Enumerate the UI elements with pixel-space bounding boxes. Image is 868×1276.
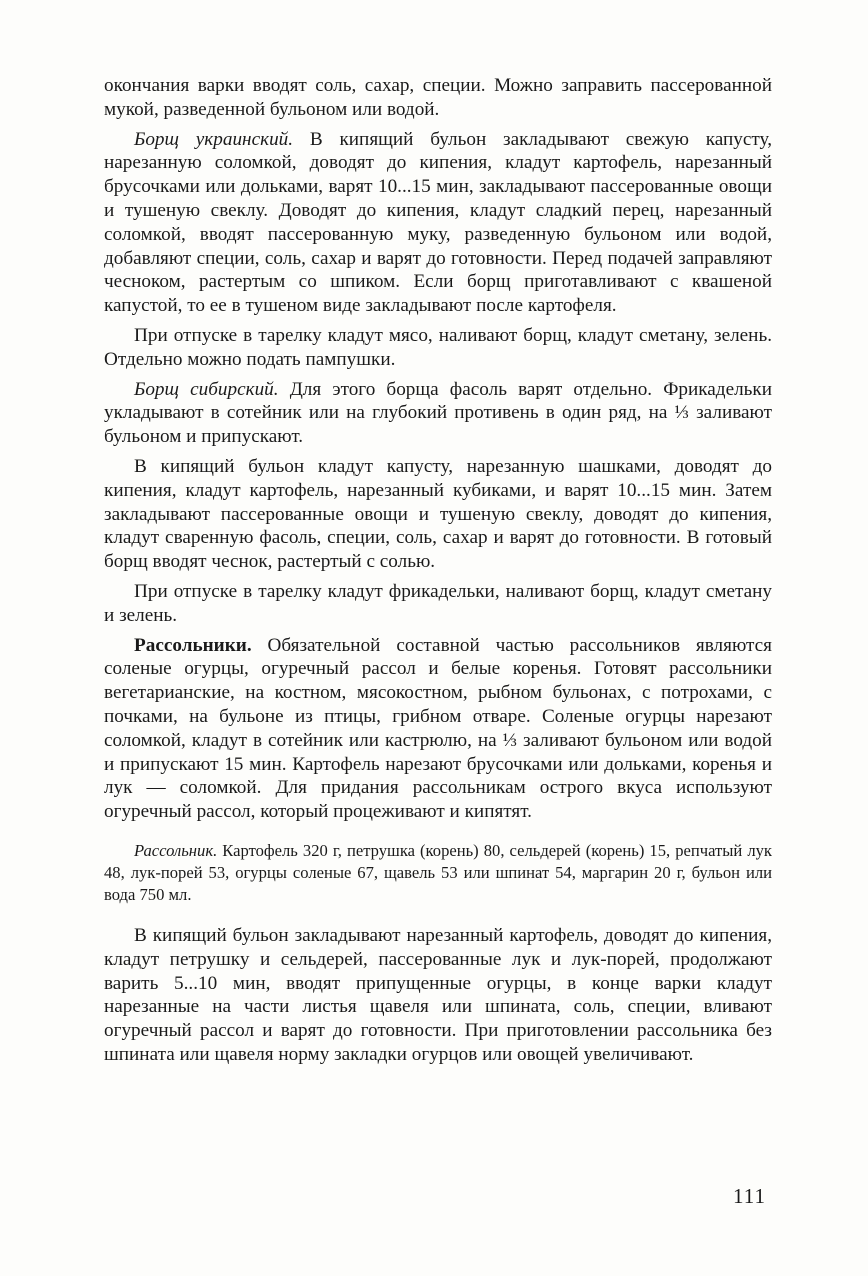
paragraph-borsch-siberian	[104, 378, 772, 449]
paragraph-siberian-method	[104, 455, 772, 574]
paragraph-borsch-ukrainian	[104, 128, 772, 318]
paragraph-text: В кипящий бульон закладывают нарезанный картофель, доводят до кипения, кладут петрушку и сельдерей, пассерованные лук и лук-порей, продолжают варить 5...10 мин, вводят припущенные огурцы, в конце варки кладут нарезанные на части листья щавеля или шпината, соль, специи, вливают огуречный рассол и варят до готовности. При приготовлении рассольника без шпината или щавеля норму закладки огурцов или овощей увеличивают.	[104, 924, 772, 1065]
paragraph-rassolniki	[104, 634, 772, 824]
paragraph-text: При отпуске в тарелку кладут мясо, наливают борщ, кладут сметану, зелень. Отдельно можно подать пампушки.	[104, 324, 772, 370]
page-number: 111	[733, 1184, 766, 1208]
paragraph-text: окончания варки вводят соль, сахар, специи. Можно заправить пассерованной мукой, разведенной бульоном или водой.	[104, 75, 772, 120]
paragraph-text: Обязательной составной частью рассольников являются соленые огурцы, огуречный рассол и белые коренья. Готовят рассольники вегетарианские, на костном, мясокостном, рыбном бульонах, с потрохами, с почками, на бульоне из птицы, грибном отваре. Соленые огурцы нарезают соломкой, кладут в сотейник или кастрюлю, на ⅓ заливают бульоном или водой и припускают 15 мин. Картофель нарезают брусочками или дольками, коренья и лук — соломкой. Для придания рассольникам острого вкуса используют огуречный рассол, который процеживают и кипятят.	[104, 634, 772, 823]
recipe-ingredients	[104, 840, 772, 906]
paragraph-serving-borsch	[104, 324, 772, 372]
section-title-rassolniki: Рассольники.	[134, 634, 252, 656]
paragraph-text: В кипящий бульон кладут капусту, нарезанную шашками, доводят до кипения, кладут картофель, нарезанный кубиками, и варят 10...15 мин. Затем закладывают пассерованные овощи и тушеную свеклу, доводят до кипения, кладут сваренную фасоль, специи, соль, сахар и варят до готовности. В готовый борщ вводят чеснок, растертый с солью.	[104, 455, 772, 573]
paragraph-siberian-serving	[104, 580, 772, 628]
paragraph-text: В кипящий бульон закладывают свежую капусту, нарезанную соломкой, доводят до кипения, кладут картофель, нарезанный брусочками или дольками, варят 10...15 мин, закладывают пассерованные овощи и тушеную свеклу. Доводят до кипения, кладут сладкий перец, нарезанный соломкой, вводят пассерованную муку, разведенную бульоном или водой, добавляют специи, соль, сахар и варят до готовности. Перед подачей заправляют чесноком, растертым со шпиком. Если борщ приготавливают с квашеной капустой, то ее в тушеном виде закладывают после картофеля.	[104, 128, 772, 317]
paragraph-rassolnik-method	[104, 924, 772, 1067]
recipe-title-rassolnik: Рассольник.	[134, 840, 218, 860]
paragraph-text: Для этого борща фасоль варят отдельно. Фрикадельки укладывают в сотейник или на глубокий противень в один ряд, на ⅓ заливают бульоном и припускают.	[104, 378, 772, 448]
ingredients-text: Картофель 320 г, петрушка (корень) 80, сельдерей (корень) 15, репчатый лук 48, лук-порей 53, огурцы соленые 67, щавель 53 или шпинат 54, маргарин 20 г, бульон или вода 750 мл.	[104, 840, 772, 904]
recipe-title-borsch-siberian: Борщ сибирский.	[134, 378, 279, 400]
body-text	[104, 74, 772, 1067]
paragraph-continuation	[104, 74, 772, 122]
recipe-title-borsch-ukrainian: Борщ украинский.	[134, 128, 294, 150]
paragraph-text: При отпуске в тарелку кладут фрикадельки, наливают борщ, кладут сметану и зелень.	[104, 580, 772, 626]
